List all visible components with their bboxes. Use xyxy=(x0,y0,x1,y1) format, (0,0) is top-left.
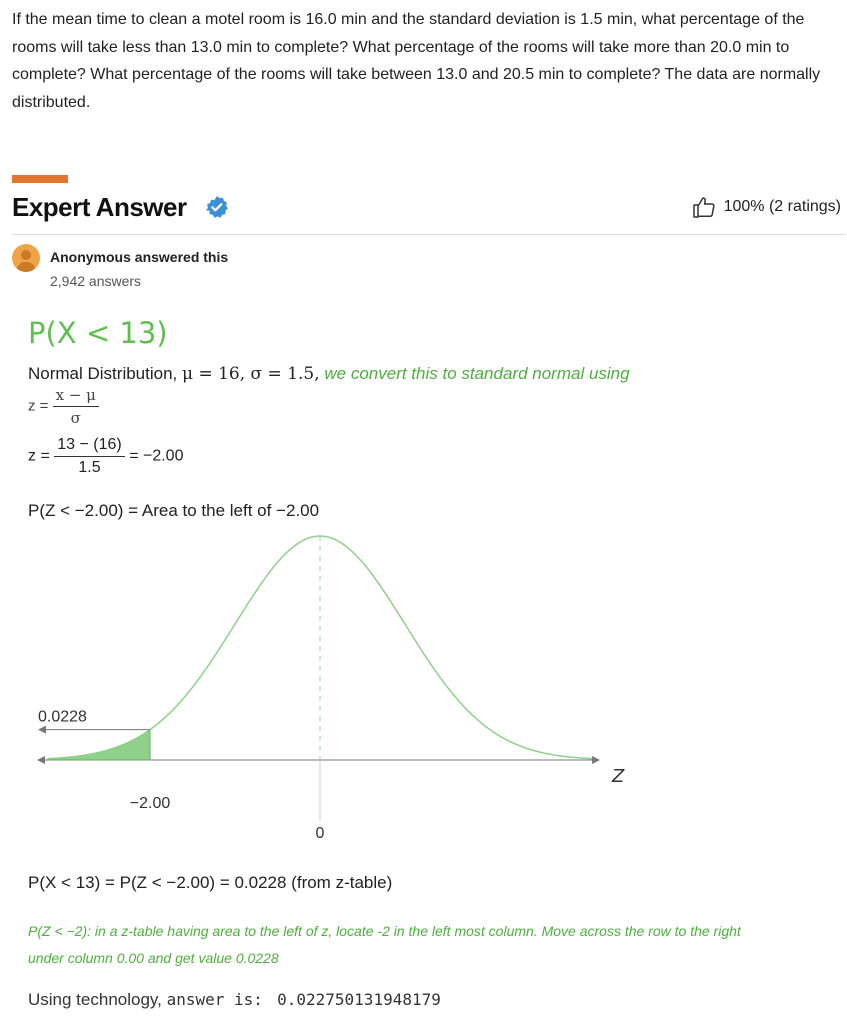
shaded-area xyxy=(48,730,150,760)
tick-label-0: 0 xyxy=(315,825,325,842)
z-numerator: x − μ xyxy=(53,386,99,407)
normal-distribution-text: Normal Distribution, xyxy=(28,364,178,383)
z-denominator: σ xyxy=(70,409,81,427)
distribution-line xyxy=(28,364,630,384)
parameters-text: μ = 16, σ = 1.5, xyxy=(182,364,320,384)
user-icon xyxy=(12,244,40,272)
question-text: If the mean time to clean a motel room is 16.0 min and the standard deviation is 1.5 min, what percentage of the rooms will take less than 13.0 min to complete? What percentage of the rooms will take more than 20.0 min to complete? What percentage of the rooms will take between 13.0 and 20.5 min to complete? The data are normally distributed. xyxy=(12,11,821,111)
thumbs-up-icon[interactable] xyxy=(692,196,716,218)
technology-line xyxy=(28,990,441,1010)
normal-curve-chart xyxy=(0,528,640,848)
accent-bar xyxy=(12,175,68,183)
z-calculation xyxy=(28,436,183,477)
avatar xyxy=(12,244,40,272)
z-fraction xyxy=(53,386,99,427)
z-axis-arrow-left xyxy=(37,756,45,764)
tick-label-neg2: −2.00 xyxy=(129,795,171,812)
probability-heading: P(X < 13) xyxy=(28,316,168,350)
z-label: z = xyxy=(28,397,49,415)
rating-text: 100% (2 ratings) xyxy=(723,198,841,215)
author-answer-count: 2,942 answers xyxy=(50,273,142,289)
z-label-2: z = xyxy=(28,447,50,465)
tech-code: answer is: xyxy=(166,990,263,1009)
expert-answer-title: Expert Answer xyxy=(12,192,187,222)
area-label: 0.0228 xyxy=(38,708,87,726)
z-axis-arrow-right xyxy=(592,756,600,764)
z-formula xyxy=(28,386,99,427)
calc-fraction xyxy=(54,436,124,477)
calc-denominator: 1.5 xyxy=(78,459,101,476)
result-line: P(X < 13) = P(Z < −2.00) = 0.0228 (from z-table) xyxy=(28,873,393,892)
axis-label-z: Z xyxy=(612,766,625,787)
calc-numerator: 13 − (16) xyxy=(54,436,124,457)
divider xyxy=(12,234,846,235)
author-name: Anonymous answered this xyxy=(50,249,229,265)
tech-value: 0.022750131948179 xyxy=(277,990,441,1009)
explanation-text: P(Z < −2): in a z-table having area to the left of z, locate -2 in the left most column. Move across the row to the right under column 0.00 and get value 0.0228 xyxy=(28,923,741,966)
area-leader-arrow xyxy=(38,726,46,734)
rating xyxy=(692,196,841,218)
convert-text: we convert this to standard normal using xyxy=(324,364,630,383)
tech-label: Using technology, xyxy=(28,990,162,1009)
verified-badge-icon xyxy=(205,195,229,219)
calc-result: = −2.00 xyxy=(129,447,184,465)
area-line: P(Z < −2.00) = Area to the left of −2.00 xyxy=(28,501,320,520)
